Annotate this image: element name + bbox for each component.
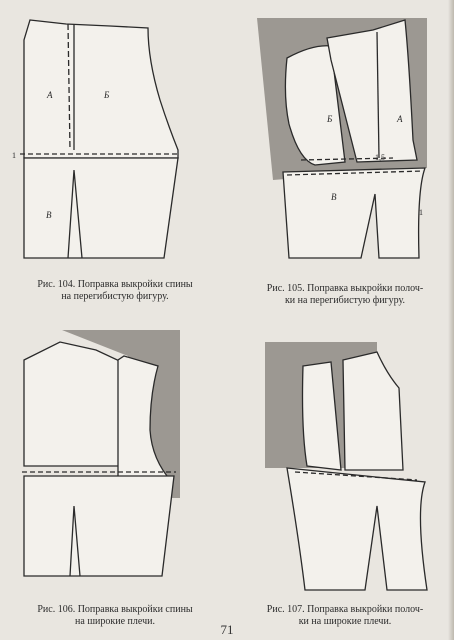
label-v: В — [331, 192, 337, 202]
figure-104-drawing — [0, 0, 227, 270]
caption-107-line-1: Рис. 107. Поправка выкройки полоч- — [266, 604, 424, 615]
figure-107-drawing — [227, 330, 454, 600]
page-edge — [448, 0, 454, 640]
caption-104-line-2: на перегибистую фигуру. — [61, 291, 169, 302]
label-v: В — [46, 210, 52, 220]
caption-105-line-2: ки на перегибистую фигуру. — [284, 295, 406, 306]
label-a: А — [47, 90, 53, 100]
figure-106-drawing — [0, 320, 227, 590]
caption-107-line-2: ки на широкие плечи. — [298, 616, 392, 627]
label-1: 1 — [12, 151, 16, 160]
caption-106-line-2: на широкие плечи. — [75, 616, 155, 627]
label-1: 1 — [419, 208, 423, 217]
caption-106-line-1: Рис. 106. Поправка выкройки спины — [37, 604, 193, 615]
figure-105 — [227, 0, 454, 280]
caption-105-line-1: Рис. 105. Поправка выкройки полоч- — [266, 283, 424, 294]
label-1-5: 1,5 — [375, 153, 385, 162]
caption-104 — [10, 279, 220, 303]
figure-105-drawing — [227, 0, 454, 280]
figure-104 — [0, 0, 227, 270]
page-number: 71 — [220, 622, 234, 637]
caption-105 — [240, 283, 450, 307]
label-b: Б — [327, 114, 333, 124]
label-b: Б — [104, 90, 110, 100]
label-a: А — [397, 114, 403, 124]
caption-104-line-1: Рис. 104. Поправка выкройки спины — [37, 279, 193, 290]
figure-106 — [0, 320, 227, 590]
figure-107 — [227, 330, 454, 600]
